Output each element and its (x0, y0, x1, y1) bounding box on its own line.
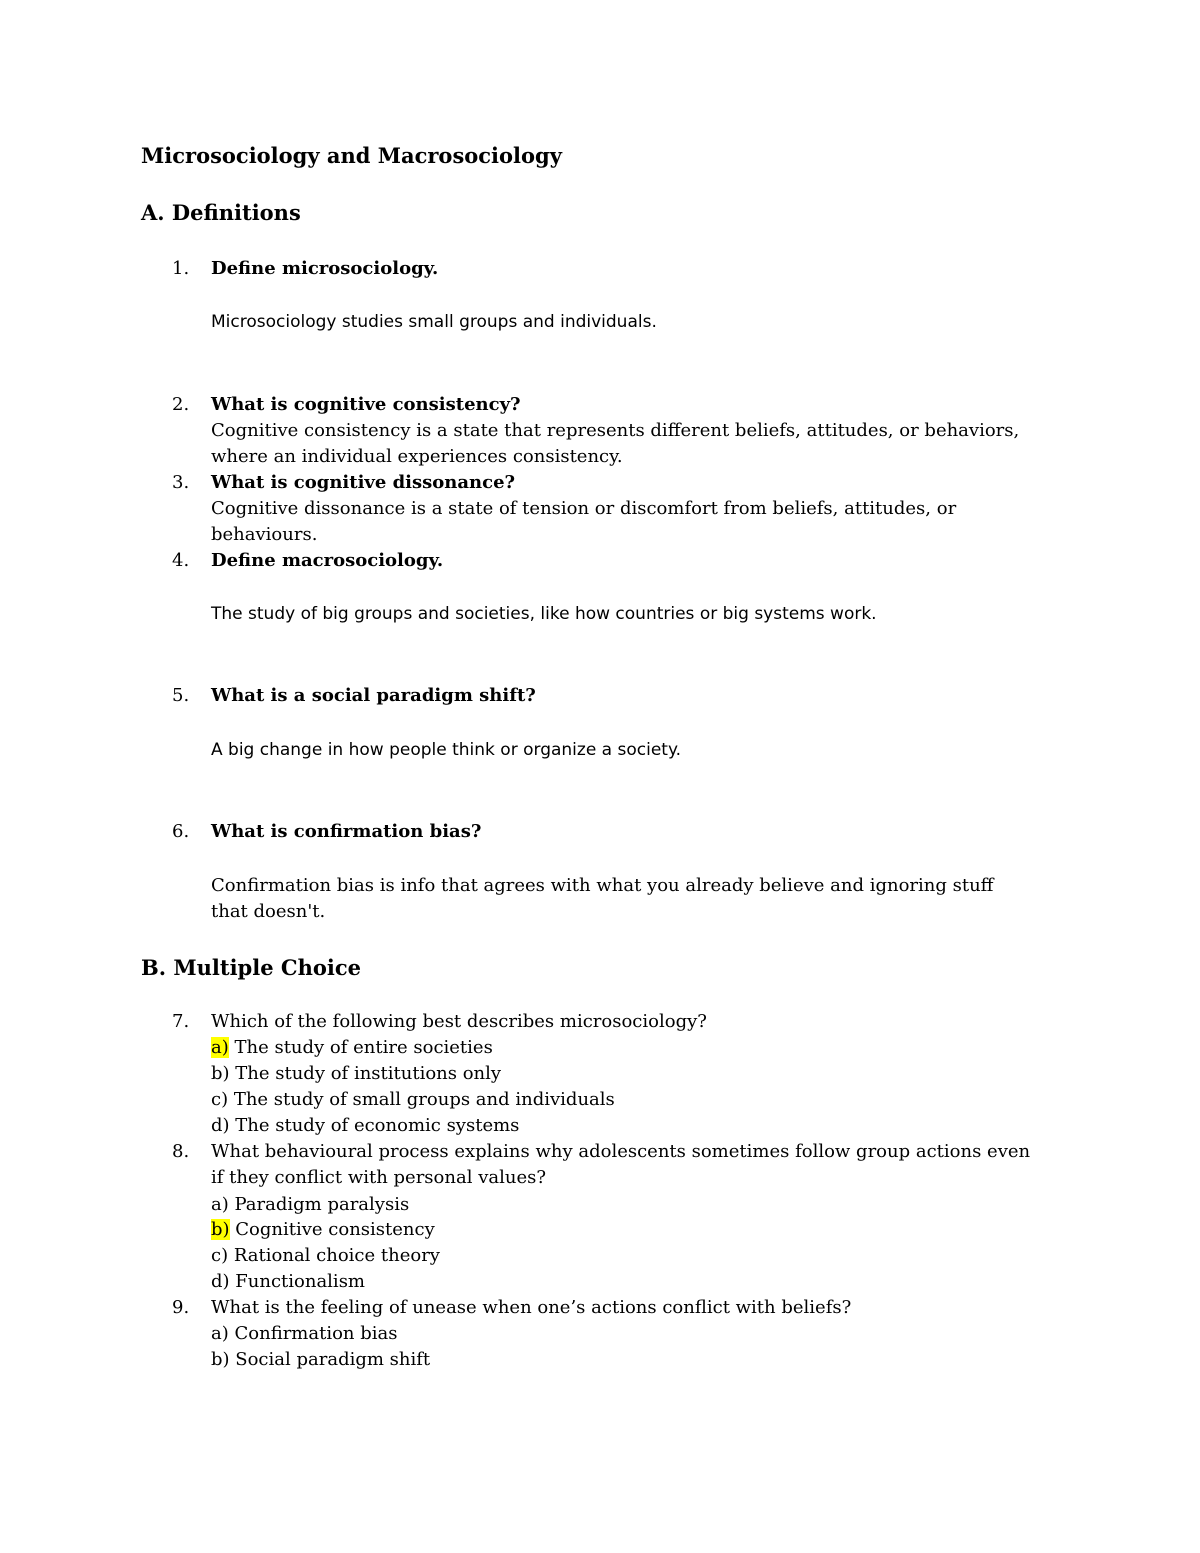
question-text: Which of the following best describes microsociology? (211, 1011, 707, 1032)
option-letter: a) (211, 1194, 229, 1215)
option-c (211, 1247, 440, 1265)
question-text: What is a social paradigm shift? (211, 685, 536, 706)
answer-text: behaviours. (211, 524, 318, 545)
section-heading-multiple-choice: B. Multiple Choice (141, 955, 361, 980)
option-d (211, 1273, 365, 1291)
question-text: What is cognitive consistency? (211, 394, 521, 415)
option-text: The study of economic systems (229, 1115, 520, 1136)
option-text: Confirmation bias (228, 1323, 398, 1344)
question-number: 9. (172, 1297, 190, 1318)
document-title: Microsociology and Macrosociology (141, 143, 562, 168)
option-a (211, 1196, 409, 1214)
answer-text: The study of big groups and societies, like how countries or big systems work. (211, 604, 877, 624)
section-heading-definitions: A. Definitions (141, 200, 301, 225)
option-b (211, 1351, 430, 1369)
option-letter: d) (211, 1271, 230, 1292)
question-number: 5. (172, 685, 190, 706)
option-letter: d) (211, 1115, 230, 1136)
answer-text: Microsociology studies small groups and individuals. (211, 312, 657, 332)
option-text: Rational choice theory (228, 1245, 440, 1266)
option-text: Cognitive consistency (229, 1219, 435, 1240)
question-number: 7. (172, 1011, 190, 1032)
answer-text: Confirmation bias is info that agrees with what you already believe and ignoring stuff (211, 875, 994, 896)
option-letter: a) (211, 1323, 229, 1344)
question-number: 3. (172, 472, 190, 493)
question-text: What behavioural process explains why adolescents sometimes follow group actions even (211, 1141, 1031, 1162)
option-letter: b) (211, 1063, 230, 1084)
answer-text: that doesn't. (211, 901, 326, 922)
option-letter: c) (211, 1245, 229, 1266)
question-text: if they conflict with personal values? (211, 1167, 546, 1188)
question-number: 2. (172, 394, 190, 415)
option-text: Paradigm paralysis (228, 1194, 410, 1215)
answer-text: where an individual experiences consistency. (211, 446, 623, 467)
option-a (211, 1039, 493, 1057)
question-number: 8. (172, 1141, 190, 1162)
option-letter: b) (211, 1349, 230, 1370)
option-b (211, 1065, 501, 1083)
option-letter-highlighted: b) (211, 1219, 230, 1240)
option-letter: c) (211, 1089, 229, 1110)
question-text: What is confirmation bias? (211, 821, 482, 842)
question-text: Define microsociology. (211, 258, 439, 279)
option-text: The study of institutions only (229, 1063, 502, 1084)
option-d (211, 1117, 519, 1135)
question-number: 4. (172, 550, 190, 571)
option-c (211, 1091, 615, 1109)
option-text: Functionalism (229, 1271, 365, 1292)
answer-text: A big change in how people think or organize a society. (211, 740, 681, 760)
question-text: What is cognitive dissonance? (211, 472, 516, 493)
option-a (211, 1325, 398, 1343)
question-text: What is the feeling of unease when one’s actions conflict with beliefs? (211, 1297, 852, 1318)
option-text: Social paradigm shift (229, 1349, 431, 1370)
question-number: 1. (172, 258, 190, 279)
question-number: 6. (172, 821, 190, 842)
question-text: Define macrosociology. (211, 550, 444, 571)
answer-text: Cognitive consistency is a state that represents different beliefs, attitudes, or behaviors, (211, 420, 1020, 441)
option-text: The study of entire societies (228, 1037, 493, 1058)
answer-text: Cognitive dissonance is a state of tension or discomfort from beliefs, attitudes, or (211, 498, 957, 519)
option-letter-highlighted: a) (211, 1037, 229, 1058)
option-text: The study of small groups and individuals (228, 1089, 615, 1110)
option-b (211, 1221, 435, 1239)
